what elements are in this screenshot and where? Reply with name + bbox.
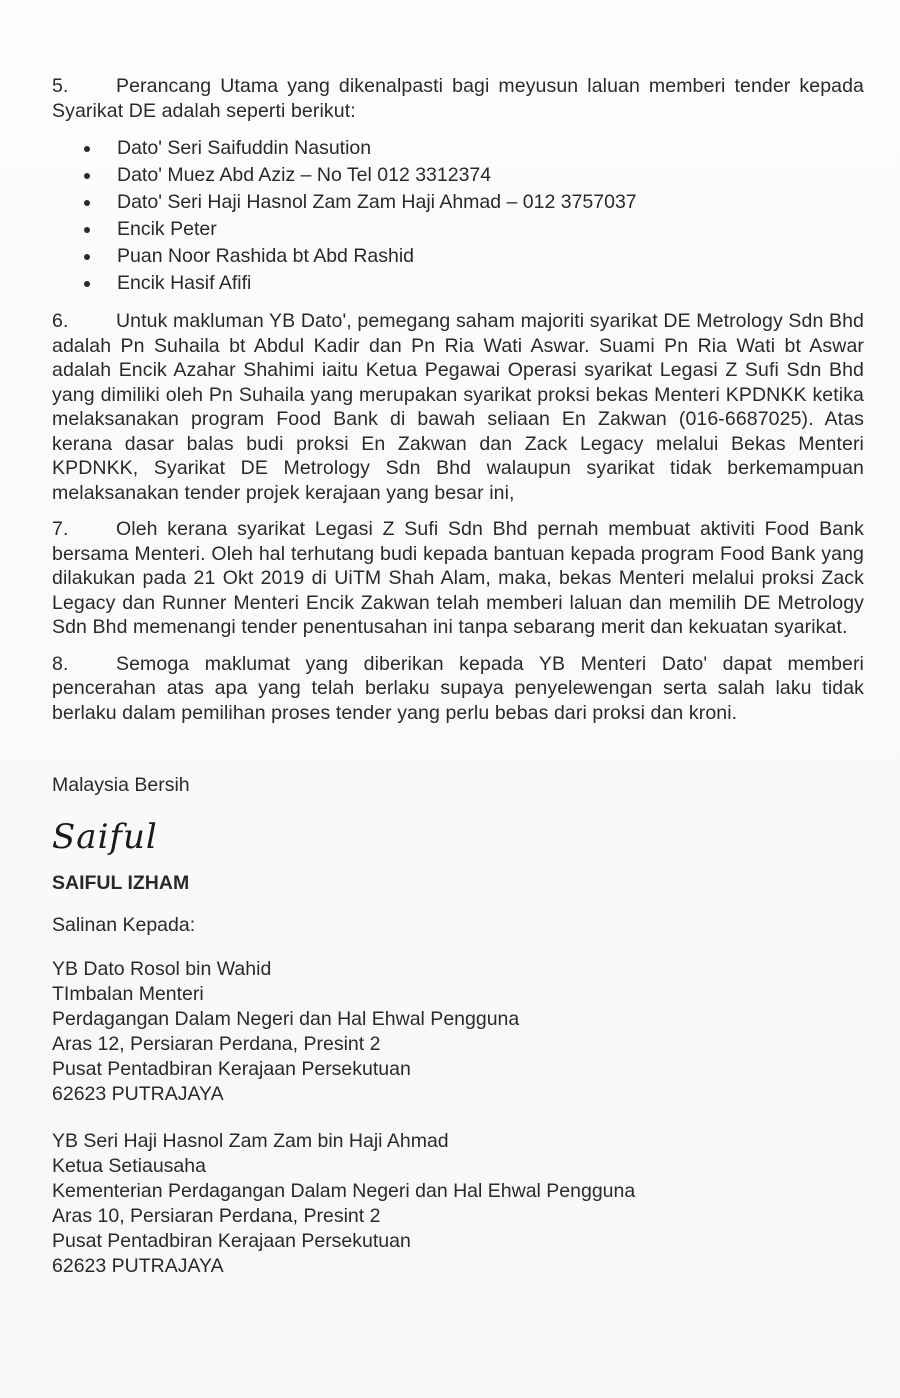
- closing-organization: Malaysia Bersih: [52, 774, 190, 796]
- address-line: YB Seri Haji Hasnol Zam Zam bin Haji Ahmad: [52, 1130, 449, 1152]
- paragraph-number: 7.: [52, 518, 69, 540]
- address-line: 62623 PUTRAJAYA: [52, 1083, 224, 1105]
- address-line: Aras 12, Persiaran Perdana, Presint 2: [52, 1033, 381, 1055]
- paragraph-text: Semoga maklumat yang diberikan kepada YB Menteri Dato' dapat memberi pencerahan atas apa yang telah berlaku supaya penyelewengan serta salah laku tidak berlaku dalam pemilihan proses tender yang perlu bebas dari proksi dan kroni.: [52, 652, 864, 724]
- list-item: Encik Hasif Afifi: [52, 270, 864, 297]
- address-line: Perdagangan Dalam Negeri dan Hal Ehwal Pengguna: [52, 1008, 520, 1030]
- paragraph-text: Oleh kerana syarikat Legasi Z Sufi Sdn Bhd pernah membuat aktiviti Food Bank bersama Menteri. Oleh hal terhutang budi kepada bantuan kepada program Food Bank yang dilakukan pada 21 Okt 2019 di UiTM Shah Alam, maka, bekas Menteri melalui proksi Zack Legacy dan Runner Menteri Encik Zakwan telah memberi laluan dan memilih DE Metrology Sdn Bhd memenangi tender penentusahan ini tanpa sebarang merit dan kekuatan syarikat.: [52, 518, 864, 638]
- list-item: Dato' Seri Haji Hasnol Zam Zam Haji Ahmad – 012 3757037: [52, 189, 864, 216]
- paragraph-5: [52, 74, 864, 123]
- signer-name: SAIFUL IZHAM: [52, 872, 190, 894]
- paragraph-text: Untuk makluman YB Dato', pemegang saham majoriti syarikat DE Metrology Sdn Bhd adalah Pn Suhaila bt Abdul Kadir dan Pn Ria Wati Aswar. Suami Pn Ria Wati bt Aswar adalah Encik Azahar Shahimi iaitu Ketua Pegawai Operasi syarikat Legasi Z Sufi Sdn Bhd yang dimiliki oleh Pn Suhaila yang merupakan syarikat proksi bekas Menteri KPDNKK ketika melaksanakan program Food Bank di bawah seliaan En Zakwan (016-6687025). Atas kerana dasar balas budi proksi En Zakwan dan Zack Legacy melalui Bekas Menteri KPDNKK, Syarikat DE Metrology Sdn Bhd walaupun syarikat tidak berkemampuan melaksanakan tender projek kerajaan yang besar ini,: [52, 310, 864, 504]
- address-line: Aras 10, Persiaran Perdana, Presint 2: [52, 1205, 381, 1227]
- recipient-address-1: [52, 957, 864, 1107]
- address-line: TImbalan Menteri: [52, 983, 204, 1005]
- letter-body: [52, 74, 864, 1279]
- address-line: Ketua Setiausaha: [52, 1155, 206, 1177]
- recipient-address-2: [52, 1129, 864, 1279]
- handwritten-signature: Saiful: [52, 817, 158, 857]
- paragraph-number: 8.: [52, 652, 69, 675]
- paragraph-8: [52, 652, 864, 726]
- address-line: YB Dato Rosol bin Wahid: [52, 958, 272, 980]
- list-item: Dato' Muez Abd Aziz – No Tel 012 3312374: [52, 162, 864, 189]
- paragraph-number: 6.: [52, 310, 69, 332]
- list-item: Dato' Seri Saifuddin Nasution: [52, 135, 864, 162]
- paragraph-text: Perancang Utama yang dikenalpasti bagi meyusun laluan memberi tender kepada Syarikat DE adalah seperti berikut:: [52, 75, 864, 122]
- planner-list: [52, 135, 864, 297]
- address-line: Pusat Pentadbiran Kerajaan Persekutuan: [52, 1230, 411, 1252]
- paragraph-7: [52, 517, 864, 640]
- address-line: Pusat Pentadbiran Kerajaan Persekutuan: [52, 1058, 411, 1080]
- address-line: 62623 PUTRAJAYA: [52, 1255, 224, 1277]
- paragraph-number: 5.: [52, 75, 69, 97]
- paragraph-6: [52, 309, 864, 505]
- list-item: Puan Noor Rashida bt Abd Rashid: [52, 243, 864, 270]
- address-line: Kementerian Perdagangan Dalam Negeri dan Hal Ehwal Pengguna: [52, 1180, 636, 1202]
- list-item: Encik Peter: [52, 216, 864, 243]
- cc-label: Salinan Kepada:: [52, 914, 196, 936]
